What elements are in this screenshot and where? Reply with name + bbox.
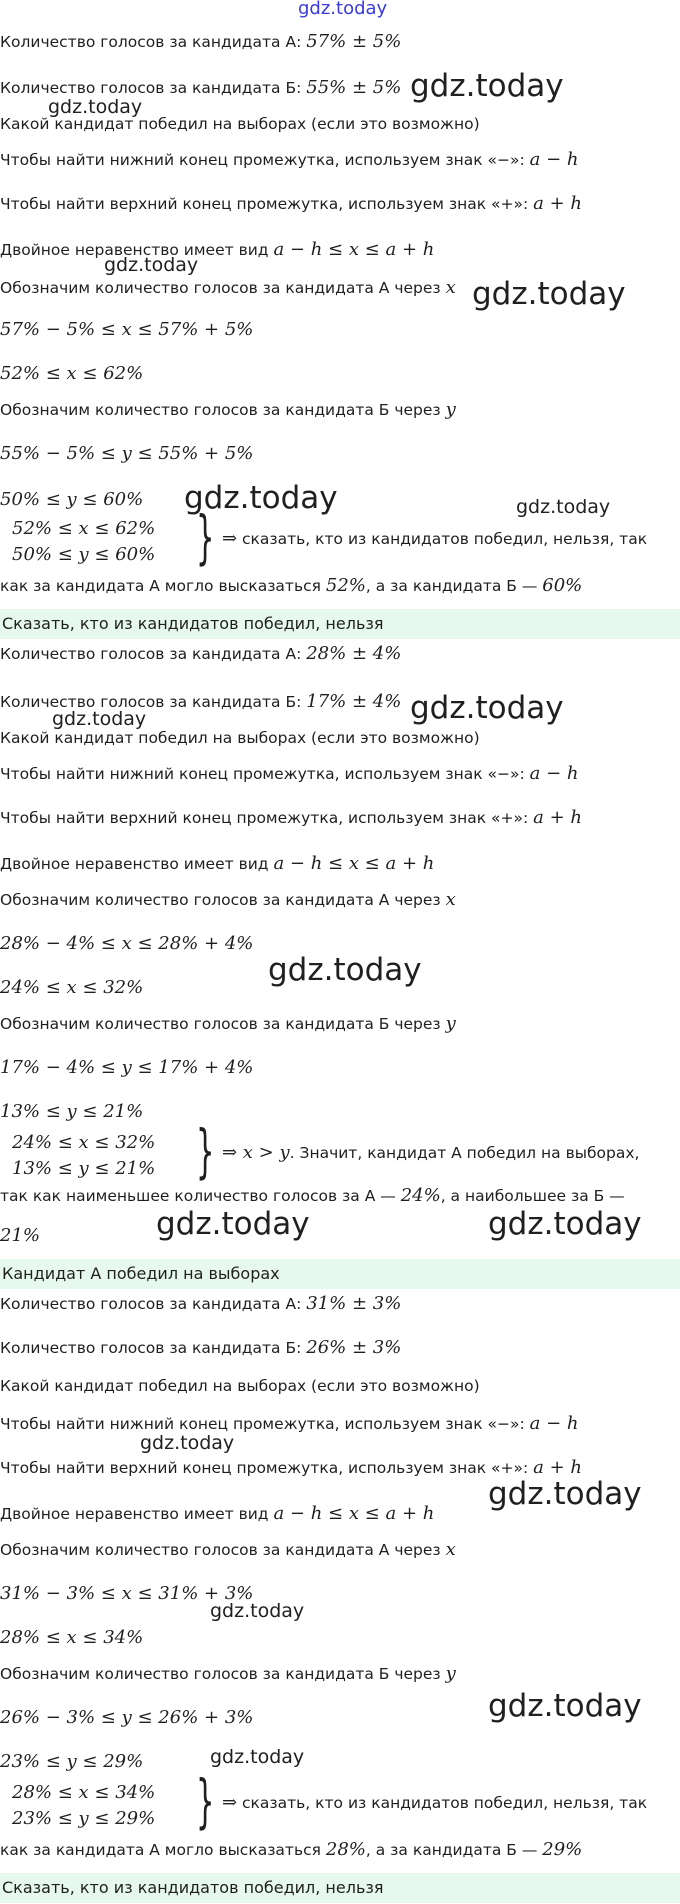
system-row: 50% ≤ y ≤ 60% — [12, 544, 156, 565]
brace-glyph: } — [196, 503, 215, 571]
solution-line — [0, 239, 680, 261]
line-math: 57% − 5% ≤ x ≤ 57% + 5% — [0, 319, 254, 340]
watermark: gdz.today — [268, 952, 422, 988]
line-math: a − h ≤ x ≤ a + h — [273, 239, 435, 260]
solution-line — [0, 727, 680, 749]
line-text: Количество голосов за кандидата А: — [0, 1295, 307, 1313]
line-math: y — [445, 1663, 456, 1684]
answer-box: Сказать, кто из кандидатов победил, нельзя — [0, 1873, 680, 1903]
solution-line — [0, 1057, 680, 1079]
system-conclusion — [222, 1792, 647, 1813]
line-math: x — [445, 1539, 456, 1560]
line-math: a − h ≤ x ≤ a + h — [273, 853, 435, 874]
solution-line — [0, 1583, 680, 1605]
solution-line — [0, 853, 680, 875]
watermark: gdz.today — [210, 1746, 305, 1768]
line-math: 21% — [0, 1225, 41, 1246]
watermark: gdz.today — [104, 254, 199, 276]
system-rows — [12, 1130, 155, 1182]
line-text: Двойное неравенство имеет вид — [0, 1505, 274, 1523]
line-math: 52% — [325, 575, 366, 596]
line-math: 55% ± 5% — [306, 77, 402, 98]
conclusion-text: . Значит, кандидат А победил на выборах, — [289, 1144, 640, 1162]
line-text: Обозначим количество голосов за кандидата А через — [0, 1541, 446, 1559]
line-text: Какой кандидат победил на выборах (если это возможно) — [0, 729, 480, 747]
system-row: 28% ≤ x ≤ 34% — [12, 1782, 156, 1803]
inequality-system — [0, 1767, 680, 1835]
watermark: gdz.today — [140, 1432, 235, 1454]
line-math: a + h — [533, 193, 582, 214]
solution-line — [0, 319, 680, 341]
solution-line — [0, 763, 680, 785]
watermark: gdz.today — [210, 1600, 305, 1622]
line-math: 57% ± 5% — [306, 31, 402, 52]
line-math: 26% − 3% ≤ y ≤ 26% + 3% — [0, 1707, 254, 1728]
line-text: Какой кандидат победил на выборах (если это возможно) — [0, 1377, 480, 1395]
watermark: gdz.today — [488, 1206, 642, 1242]
system-row: 23% ≤ y ≤ 29% — [12, 1808, 156, 1829]
line-text: Чтобы найти нижний конец промежутка, используем знак «−»: — [0, 765, 530, 783]
watermark: gdz.today — [410, 690, 564, 726]
line-math: 17% − 4% ≤ y ≤ 17% + 4% — [0, 1057, 254, 1078]
solution-line — [0, 193, 680, 215]
brace-glyph: } — [196, 1117, 215, 1185]
line-math: 24% — [400, 1185, 441, 1206]
solution-line — [0, 1375, 680, 1397]
line-text: , а за кандидата Б — — [365, 1841, 543, 1859]
line-text: как за кандидата А могло высказаться — [0, 1841, 326, 1859]
system-rows — [12, 516, 155, 568]
solution-line — [0, 31, 680, 53]
conclusion-math: ⇒ — [222, 528, 238, 549]
conclusion-text: сказать, кто из кандидатов победил, нельзя, так — [237, 1794, 648, 1812]
line-text: Чтобы найти нижний конец промежутка, используем знак «−»: — [0, 1415, 530, 1433]
line-text: Количество голосов за кандидата Б: — [0, 79, 307, 97]
line-text: Количество голосов за кандидата Б: — [0, 693, 307, 711]
watermark: gdz.today — [52, 708, 147, 730]
line-text: Количество голосов за кандидата Б: — [0, 1339, 307, 1357]
line-math: a − h — [529, 149, 579, 170]
solution-line — [0, 1751, 680, 1773]
watermark: gdz.today — [488, 1476, 642, 1512]
line-text: Обозначим количество голосов за кандидата Б через — [0, 1665, 446, 1683]
line-text: Количество голосов за кандидата А: — [0, 33, 307, 51]
solution-line — [0, 399, 680, 421]
line-math: a − h — [529, 763, 579, 784]
line-text: Количество голосов за кандидата А: — [0, 645, 307, 663]
line-math: 17% ± 4% — [306, 691, 402, 712]
solution-line — [0, 1185, 680, 1207]
line-math: 28% ≤ x ≤ 34% — [0, 1627, 144, 1648]
solution-line — [0, 889, 680, 911]
line-math: 28% ± 4% — [306, 643, 402, 664]
solution-line — [0, 443, 680, 465]
line-math: a + h — [533, 1457, 582, 1478]
watermark: gdz.today — [516, 496, 611, 518]
line-math: 31% ± 3% — [306, 1293, 402, 1314]
line-math: y — [445, 1013, 456, 1034]
brace-glyph: } — [196, 1767, 215, 1835]
solution-line — [0, 1013, 680, 1035]
line-text: , а наибольшее за Б — — [440, 1187, 625, 1205]
inequality-system — [0, 1117, 680, 1185]
line-math: y — [445, 399, 456, 420]
line-math: 13% ≤ y ≤ 21% — [0, 1101, 144, 1122]
line-text: , а за кандидата Б — — [365, 577, 543, 595]
line-math: 28% — [325, 1839, 366, 1860]
answer-box: Кандидат А победил на выборах — [0, 1259, 680, 1289]
solution-line — [0, 363, 680, 385]
solution-line — [0, 149, 680, 171]
conclusion-text: сказать, кто из кандидатов победил, нельзя, так — [237, 530, 648, 548]
line-math: x — [445, 889, 456, 910]
line-text: Обозначим количество голосов за кандидата Б через — [0, 1015, 446, 1033]
line-math: a − h ≤ x ≤ a + h — [273, 1503, 435, 1524]
line-math: 24% ≤ x ≤ 32% — [0, 977, 144, 998]
line-text: Двойное неравенство имеет вид — [0, 241, 274, 259]
solution-line — [0, 1101, 680, 1123]
line-text: Обозначим количество голосов за кандидата А через — [0, 279, 446, 297]
line-math: 31% − 3% ≤ x ≤ 31% + 3% — [0, 1583, 254, 1604]
watermark: gdz.today — [488, 1688, 642, 1724]
line-text: Чтобы найти верхний конец промежутка, используем знак «+»: — [0, 195, 534, 213]
line-text: так как наименьшее количество голосов за А — — [0, 1187, 401, 1205]
watermark: gdz.today — [156, 1206, 310, 1242]
solution-line — [0, 1337, 680, 1359]
system-row: 52% ≤ x ≤ 62% — [12, 518, 156, 539]
solution-line — [0, 575, 680, 597]
conclusion-math: ⇒ x > y — [222, 1142, 290, 1163]
solution-line — [0, 1293, 680, 1315]
line-math: 28% − 4% ≤ x ≤ 28% + 4% — [0, 933, 254, 954]
line-text: Обозначим количество голосов за кандидата А через — [0, 891, 446, 909]
line-math: a − h — [529, 1413, 579, 1434]
line-text: Чтобы найти верхний конец промежутка, используем знак «+»: — [0, 809, 534, 827]
line-math: 55% − 5% ≤ y ≤ 55% + 5% — [0, 443, 254, 464]
line-text: Чтобы найти нижний конец промежутка, используем знак «−»: — [0, 151, 530, 169]
line-text: Двойное неравенство имеет вид — [0, 855, 274, 873]
line-math: 60% — [542, 575, 583, 596]
line-text: Чтобы найти верхний конец промежутка, используем знак «+»: — [0, 1459, 534, 1477]
watermark: gdz.today — [472, 276, 626, 312]
line-math: a + h — [533, 807, 582, 828]
system-conclusion — [222, 1142, 639, 1163]
conclusion-math: ⇒ — [222, 1792, 238, 1813]
line-math: 50% ≤ y ≤ 60% — [0, 489, 144, 510]
line-text: Обозначим количество голосов за кандидата Б через — [0, 401, 446, 419]
line-math: 23% ≤ y ≤ 29% — [0, 1751, 144, 1772]
solution-line — [0, 807, 680, 829]
watermark: gdz.today — [184, 480, 338, 516]
line-math: 52% ≤ x ≤ 62% — [0, 363, 144, 384]
answer-box: Сказать, кто из кандидатов победил, нельзя — [0, 609, 680, 639]
watermark: gdz.today — [48, 96, 143, 118]
line-text: Какой кандидат победил на выборах (если это возможно) — [0, 115, 480, 133]
line-math: 26% ± 3% — [306, 1337, 402, 1358]
line-math: 29% — [542, 1839, 583, 1860]
system-row: 24% ≤ x ≤ 32% — [12, 1132, 156, 1153]
watermark: gdz.today — [410, 68, 564, 104]
line-text: как за кандидата А могло высказаться — [0, 577, 326, 595]
solution-line — [0, 1627, 680, 1649]
line-math: x — [445, 277, 456, 298]
solution-line — [0, 643, 680, 665]
solution-line — [0, 1539, 680, 1561]
system-row: 13% ≤ y ≤ 21% — [12, 1158, 156, 1179]
solution-line — [0, 1413, 680, 1435]
solution-line — [0, 1663, 680, 1685]
system-rows — [12, 1780, 155, 1832]
watermark: gdz.today — [298, 0, 388, 19]
system-conclusion — [222, 528, 647, 549]
solution-line — [0, 1839, 680, 1861]
